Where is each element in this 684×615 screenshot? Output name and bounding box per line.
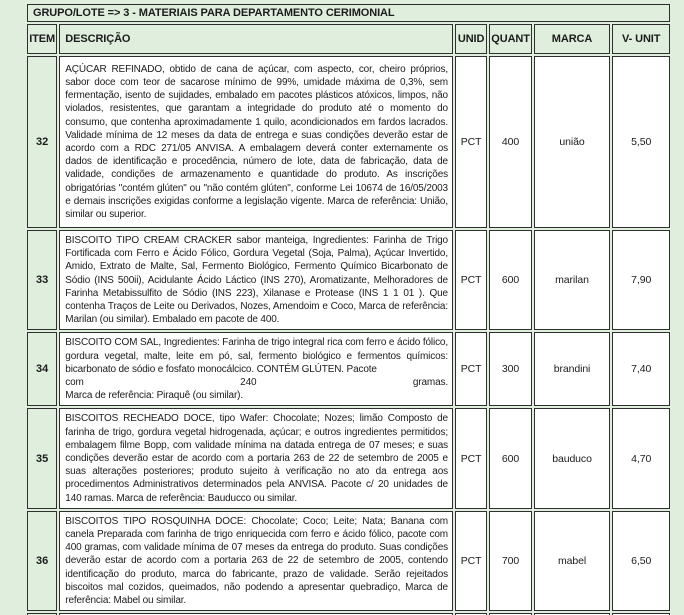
description-text: BISCOITO COM SAL, Ingredientes: Farinha de trigo integral rica com ferro e ácido fólico, gordura vegetal, malte, leite em pó, sal, fermento biológico e fermentos químicos: bicarbonato de sódio e fosfato monocálcico. CONTÉM GLÚTEN. Pacote bbox=[65, 337, 448, 375]
marca-cell: marilan bbox=[534, 230, 611, 330]
unid-cell: PCT bbox=[455, 408, 487, 508]
quant-cell: 300 bbox=[489, 332, 531, 406]
table-row-item-36 bbox=[27, 511, 670, 611]
item-number-cell: 36 bbox=[27, 511, 57, 611]
marca-cell: mabel bbox=[534, 511, 611, 611]
unid-cell: PCT bbox=[455, 332, 487, 406]
v-unit-cell: 7,90 bbox=[612, 230, 670, 330]
description-cell bbox=[59, 230, 453, 330]
column-header-v-unit: V- UNIT bbox=[612, 24, 670, 54]
unid-cell: PCT bbox=[455, 230, 487, 330]
column-header-quant: QUANT bbox=[489, 24, 531, 54]
description-text: BISCOITOS TIPO ROSQUINHA DOCE: Chocolate; Coco; Leite; Nata; Banana com canela Preparada com farinha de trigo enriquecida com ferro e ácido fólico, pacote com 400 gramas, com validade mínima de 07 meses da entrega do produto. Suas condições deverão estar de acordo com a portaria 263 de 22 de setembro de 2005, contendo identificação do produto, marca do fabricante, prazo de validade. Serão rejeitados biscoitos mal cozidos, queimados, não podendo a apresentar quebradiço, Marca de referência: Mabel ou similar. bbox=[65, 515, 448, 607]
table-row-item-33 bbox=[27, 230, 670, 330]
lot-table bbox=[25, 2, 672, 615]
description-text: AÇÚCAR REFINADO, obtido de cana de açúcar, com aspecto, cor, cheiro próprios, sabor doce com teor de sacarose mínimo de 99%, umidade máxima de 0,3%, sem fermentação, isento de sujidades, embalado em pacotes plásticos atóxicos, limpos, não violados, resistentes, que garantam a integridade do produto até o momento do consumo, que contenha aproximadamente 1 quilo, acondicionados em fardos lacrados. Validade mínima de 12 meses da data de entrega e suas condições deverão estar de acordo com a RDC 271/05 ANVISA. A embalagem deverá conter externamente os dados de identificação e procedência, número de lote, data de fabricação, data de validade, condições de armazenamento e quantidade do produto. As inscrições obrigatórias "contém glúten" ou "não contém glúten", conforme Lei 10674 de 16/05/2003 e demais inscrições exigidas conforme a legislação vigente. Marca de referência: União, similar ou superior. bbox=[65, 63, 448, 221]
v-unit-cell: 7,40 bbox=[612, 332, 670, 406]
table-row-item-34 bbox=[27, 332, 670, 406]
column-header-item: ITEM bbox=[27, 24, 57, 54]
description-cell bbox=[59, 408, 453, 508]
item-number-cell: 34 bbox=[27, 332, 57, 406]
table-row-item-32 bbox=[27, 56, 670, 228]
item-number-cell: 33 bbox=[27, 230, 57, 330]
column-header-marca: MARCA bbox=[534, 24, 611, 54]
group-header-row bbox=[27, 4, 670, 22]
unid-cell: PCT bbox=[455, 56, 487, 228]
quant-cell: 600 bbox=[489, 230, 531, 330]
v-unit-cell: 5,50 bbox=[612, 56, 670, 228]
description-cell bbox=[59, 511, 453, 611]
table-row-item-35 bbox=[27, 408, 670, 508]
marca-cell: brandini bbox=[534, 332, 611, 406]
description-tail-line: Marca de referência: Piraquê (ou similar). bbox=[65, 390, 243, 402]
description-cell bbox=[59, 56, 453, 228]
column-header-descricao: DESCRIÇÃO bbox=[59, 24, 453, 54]
column-header-row bbox=[27, 24, 670, 54]
item-number-cell: 35 bbox=[27, 408, 57, 508]
description-justified-line: com 240 gramas. bbox=[65, 377, 448, 389]
item-number-cell: 32 bbox=[27, 56, 57, 228]
group-lot-title: GRUPO/LOTE => 3 - MATERIAIS PARA DEPARTAMENTO CERIMONIAL bbox=[27, 4, 670, 22]
marca-cell: união bbox=[534, 56, 611, 228]
description-text: BISCOITOS RECHEADO DOCE, tipo Wafer: Chocolate; Nozes; limão Composto de farinha de trigo, gordura vegetal hidrogenada, açúcar; e outros ingredientes permitidos; embalagem filme Bopp, com validade mínima na datada entrega de 07 meses; e suas condições deverão estar de acordo com a portaria 263 de 22 de setembro de 2005 e suas alterações posteriores; produto sujeito à verificação no ato da entrega aos procedimentos Administrativos determinados pela ANVISA. Pacote c/ 20 unidades de 140 ramas. Marca de referência: Bauducco ou similar. bbox=[65, 413, 448, 504]
quant-cell: 600 bbox=[489, 408, 531, 508]
v-unit-cell: 6,50 bbox=[612, 511, 670, 611]
column-header-unid: UNID bbox=[455, 24, 487, 54]
unid-cell: PCT bbox=[455, 511, 487, 611]
quant-cell: 400 bbox=[489, 56, 531, 228]
marca-cell: bauduco bbox=[534, 408, 611, 508]
description-text: BISCOITO TIPO CREAM CRACKER sabor manteiga, Ingredientes: Farinha de Trigo Fortificada com Ferro e Ácido Fólico, Gordura Vegetal (Soja, Palma), Açúcar Invertido, Amido, Extrato de Malte, Sal, Fermento Biológico, Fermento Químico Bicarbonato de Sódio (INS 500ii), Acidulante Ácido Láctico (INS 270), Aromatizante, Melhoradores de Farinha Metabissulfito de Sódio (INS 223), Xilanase e Protease (INS 1 1 01 ). Que contenha Traços de Leite ou Derivados, Nozes, Amendoim e Coco, Marca de referência: Marilan (ou similar). Embalado em pacote de 400. bbox=[65, 235, 448, 326]
description-cell bbox=[59, 332, 453, 406]
quant-cell: 700 bbox=[489, 511, 531, 611]
v-unit-cell: 4,70 bbox=[612, 408, 670, 508]
